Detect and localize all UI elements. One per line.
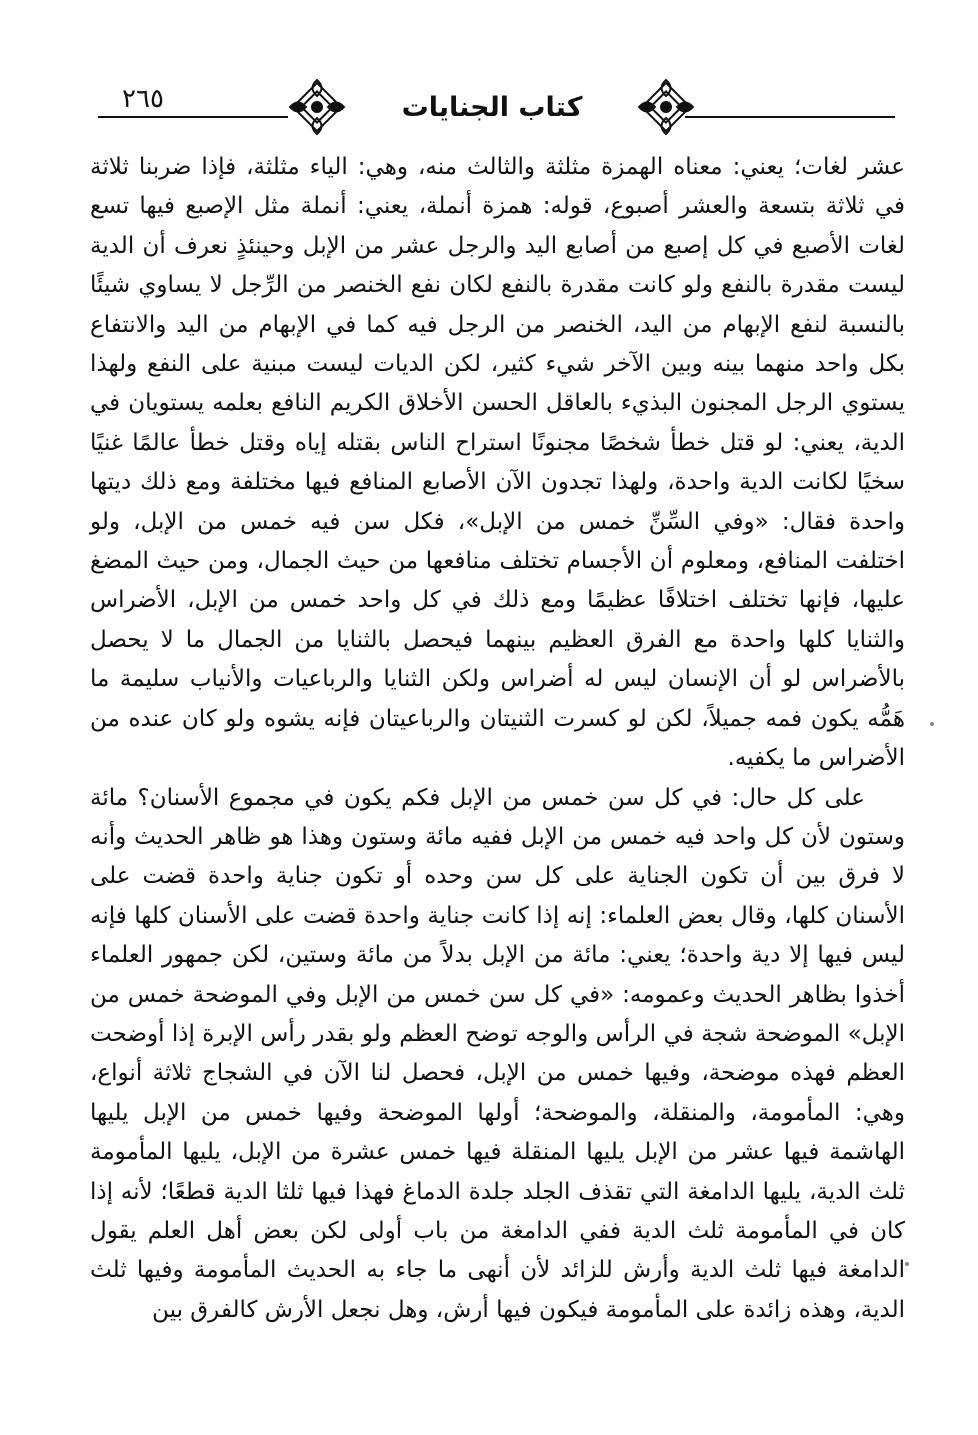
paragraph-2: على كل حال: في كل سن خمس من الإبل فكم يكون في مجموع الأسنان؟ مائة وستون لأن كل واحد فيه خمس من الإبل ففيه مائة وستون وهذا هو ظاهر الحديث وأنه لا فرق بين أن تكون الجناية على كل سن وحده أو تكون جناية واحدة قضت على الأسنان كلها، وقال بعض العلماء: إنه إذا كانت جناية واحدة قضت على الأسنان كلها فإنه ليس فيها إلا دية واحدة؛ يعني: مائة من الإبل بدلاً من مائة وستين، لكن جمهور العلماء أخذوا بظاهر الحديث وعمومه: «في كل سن خمس من الإبل وفي الموضحة خمس من الإبل» الموضحة شجة في الرأس والوجه توضح العظم ولو بقدر رأس الإبرة إذا أوضحت العظم فهذه موضحة، وفيها خمس من الإبل، فحصل لنا الآن في الشجاج ثلاثة أنواع، وهي: المأمومة، والمنقلة، والموضحة؛ أولها الموضحة وفيها خمس من الإبل يليها الهاشمة فيها عشر من الإبل يليها المنقلة فيها خمس عشرة من الإبل، يليها المأمومة ثلث الدية، يليها الدامغة التي تقذف الجلد جلدة الدماغ فهذا فيها ثلثا الدية قطعًا؛ لأنه إذا كان في المأمومة ثلث الدية ففي الدامغة من باب أولى لكن بعض أهل العلم يقول الدامغة فيها ثلث الدية وأرش للزائد لأن أنهى ما جاء به الحديث المأمومة وفيها ثلث الدية، وهذه زائدة على المأمومة فيكون فيها أرش، وهل نجعل الأرش كالفرق بين	[90, 784, 905, 1323]
ornament-icon	[286, 76, 348, 138]
page-number: ٢٦٥	[122, 84, 164, 114]
margin-mark	[930, 722, 934, 726]
header-rule-right	[685, 116, 895, 118]
paragraph-1: عشر لغات؛ يعني: معناه الهمزة مثلثة والثالث منه، وهي: الياء مثلثة، فإذا ضربنا ثلاثة في ثلاثة بتسعة والعشر أصبوع، قوله: همزة أنملة، يعني: أنملة مثل الإصبع فيها تسع لغات الأصبع في كل إصبع من أصابع اليد والرجل عشر من الإبل وحينئذٍ نعرف أن الدية ليست مقدرة بالنفع ولو كانت مقدرة بالنفع لكان نفع الخنصر من الرِّجل لا يساوي شيئًا بالنسبة لنفع الإبهام من اليد، الخنصر من الرجل فيه كما في الإبهام من اليد والانتفاع بكل واحد منهما بينه وبين الآخر شيء كثير، لكن الديات ليست مبنية على النفع ولهذا يستوي الرجل المجنون البذيء بالعاقل الحسن الأخلاق الكريم النافع بعلمه يستويان في الدية، يعني: لو قتل خطأ شخصًا مجنونًا استراح الناس بقتله إياه وقتل خطأ عالمًا غنيًا سخيًا لكانت الدية واحدة، ولهذا تجدون الآن الأصابع المنافع فيها مختلفة ومع ذلك ديتها واحدة فقال: «وفي السِّنِّ خمس من الإبل»، فكل سن فيه خمس من الإبل، ولو اختلفت المنافع، ومعلوم أن الأجسام تختلف منافعها من حيث الجمال، ومن حيث المضغ عليها، فإنها تختلف اختلافًا عظيمًا ومع ذلك في كل واحد خمس من الإبل، الأضراس والثنايا كلها واحدة مع الفرق العظيم بينهما فيحصل بالثنايا من الجمال ما لا يحصل بالأضراس لو أن الإنسان ليس له أضراس ولكن الثنايا والرباعيات والأنياب سليمة ما هَمُّه يكون فمه جميلاً، لكن لو كسرت الثنيتان والرباعيتان فإنه يشوه ولو كان عنده من الأضراس ما يكفيه.	[90, 154, 905, 772]
header-rule-left	[98, 116, 288, 118]
ornament-icon	[635, 76, 697, 138]
running-title: كتاب الجنايات	[401, 92, 583, 123]
body-text	[90, 148, 905, 1330]
margin-mark	[905, 1262, 909, 1266]
page-header	[90, 70, 905, 140]
